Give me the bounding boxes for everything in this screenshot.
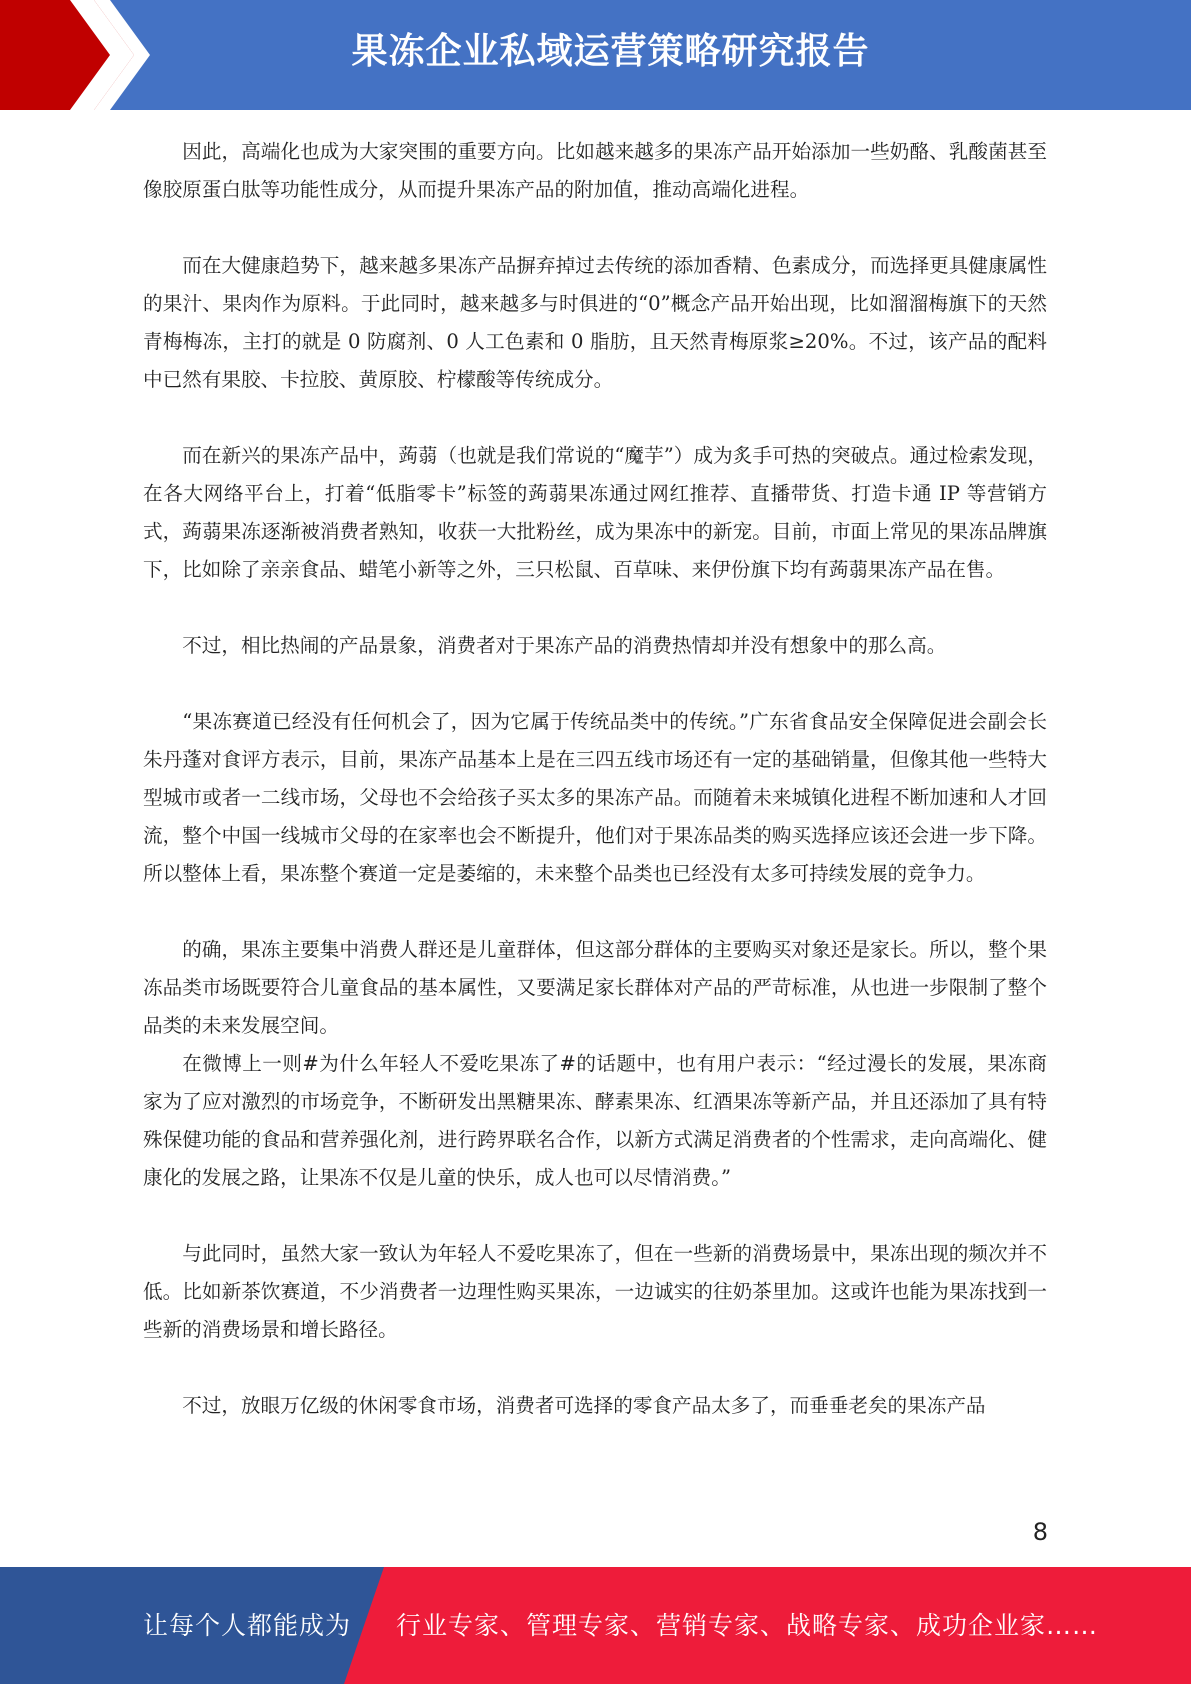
paragraph: 因此，高端化也成为大家突围的重要方向。比如越来越多的果冻产品开始添加一些奶酪、乳酸菌甚至像胶原蛋白肽等功能性成分，从而提升果冻产品的附加值，推动高端化进程。 [143, 140, 1047, 201]
paragraph: 与此同时，虽然大家一致认为年轻人不爱吃果冻了，但在一些新的消费场景中，果冻出现的频次并不低。比如新茶饮赛道，不少消费者一边理性购买果冻，一边诚实的往奶茶里加。这或许也能为果冻找到一些新的消费场景和增长路径。 [143, 1242, 1047, 1341]
paragraph: 而在大健康趋势下，越来越多果冻产品摒弃掉过去传统的添加香精、色素成分，而选择更具健康属性的果汁、果肉作为原料。于此同时，越来越多与时俱进的“0”概念产品开始出现，比如溜溜梅旗下的天然青梅梅冻，主打的就是 0 防腐剂、0 人工色素和 0 脂肪，且天然青梅原浆≥20%。不过，该产品的配料中已然有果胶、卡拉胶、黄原胶、柠檬酸等传统成分。 [143, 254, 1047, 391]
paragraph: 不过，放眼万亿级的休闲零食市场，消费者可选择的零食产品太多了，而垂垂老矣的果冻产品 [182, 1394, 986, 1417]
paragraph: 在微博上一则#为什么年轻人不爱吃果冻了#的话题中，也有用户表示：“经过漫长的发展，果冻商家为了应对激烈的市场竞争，不断研发出黑糖果冻、酵素果冻、红酒果冻等新产品，并且还添加了具有特殊保健功能的食品和营养强化剂，进行跨界联名合作，以新方式满足消费者的个性需求，走向高端化、健康化的发展之路，让果冻不仅是儿童的快乐，成人也可以尽情消费。” [143, 1052, 1047, 1189]
footer-slogan-left: 让每个人都能成为 [143, 1611, 352, 1640]
paragraph: “果冻赛道已经没有任何机会了，因为它属于传统品类中的传统。”广东省食品安全保障促进会副会长朱丹蓬对食评方表示，目前，果冻产品基本上是在三四五线市场还有一定的基础销量，但像其他一些特大型城市或者一二线市场，父母也不会给孩子买太多的果冻产品。而随着未来城镇化进程不断加速和人才回流，整个中国一线城市父母的在家率也会不断提升，他们对于果冻品类的购买选择应该还会进一步下降。所以整体上看，果冻整个赛道一定是萎缩的，未来整个品类也已经没有太多可持续发展的竞争力。 [143, 710, 1047, 885]
paragraph: 不过，相比热闹的产品景象，消费者对于果冻产品的消费热情却并没有想象中的那么高。 [182, 634, 947, 657]
page-footer [0, 1567, 1191, 1684]
page-header [0, 0, 1191, 110]
footer-slogan-right: 行业专家、管理专家、营销专家、战略专家、成功企业家…… [396, 1611, 1099, 1640]
paragraph: 的确，果冻主要集中消费人群还是儿童群体，但这部分群体的主要购买对象还是家长。所以，整个果冻品类市场既要符合儿童食品的基本属性，又要满足家长群体对产品的严苛标准，从也进一步限制了整个品类的未来发展空间。 [143, 938, 1047, 1037]
document-title: 果冻企业私域运营策略研究报告 [351, 31, 870, 72]
page-number: 8 [1032, 1518, 1048, 1546]
document-body [143, 133, 1047, 1425]
paragraph: 而在新兴的果冻产品中，蒟蒻（也就是我们常说的“魔芋”）成为炙手可热的突破点。通过检索发现，在各大网络平台上，打着“低脂零卡”标签的蒟蒻果冻通过网红推荐、直播带货、打造卡通 IP 等营销方式，蒟蒻果冻逐渐被消费者熟知，收获一大批粉丝，成为果冻中的新宠。目前，市面上常见的果冻品牌旗下，比如除了亲亲食品、蜡笔小新等之外，三只松鼠、百草味、来伊份旗下均有蒟蒻果冻产品在售。 [143, 444, 1047, 581]
